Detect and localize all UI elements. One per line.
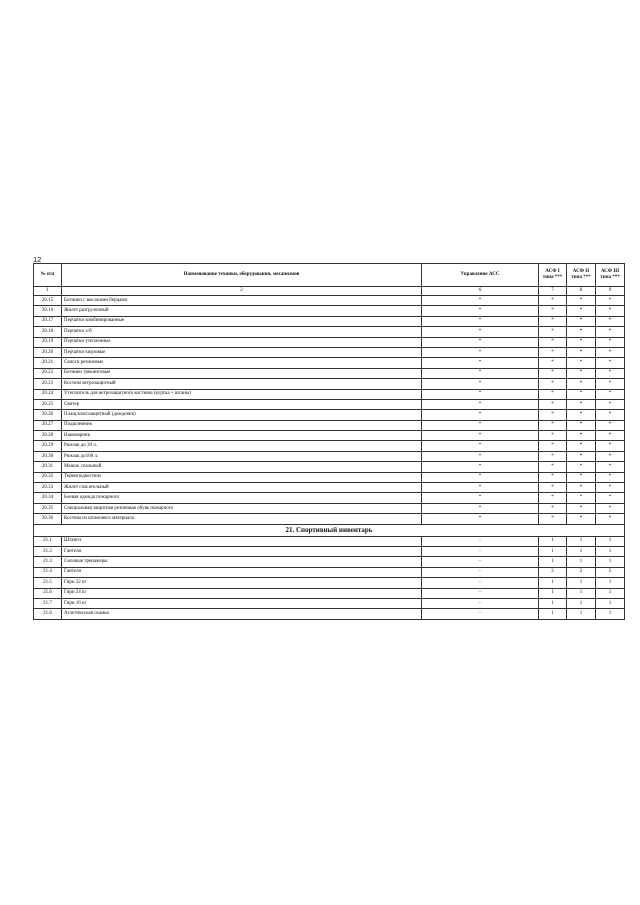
table-row	[34, 578, 625, 588]
table-row	[34, 347, 625, 357]
row-management: *	[422, 327, 539, 337]
row-asf1: 1	[539, 578, 567, 588]
row-asf1: *	[539, 327, 567, 337]
row-name: Ботинки трекинговые	[62, 368, 422, 378]
table-row	[34, 306, 625, 316]
row-asf2: *	[567, 514, 596, 524]
row-asf3: *	[596, 441, 625, 451]
row-asf3: *	[596, 368, 625, 378]
row-asf1: 1	[539, 557, 567, 567]
row-asf3: 1	[596, 598, 625, 608]
row-asf3: *	[596, 503, 625, 513]
row-number: 21.4	[34, 567, 62, 577]
row-asf2: 1	[567, 557, 596, 567]
row-number: 21.2	[34, 546, 62, 556]
row-asf3: *	[596, 327, 625, 337]
equipment-table	[33, 263, 625, 620]
table-row	[34, 567, 625, 577]
row-management: -	[422, 598, 539, 608]
row-name: Плащ влагозащитный (дождевик)	[62, 410, 422, 420]
row-management: *	[422, 399, 539, 409]
table-row	[34, 368, 625, 378]
row-number: 20.35	[34, 503, 62, 513]
row-asf2: *	[567, 296, 596, 306]
row-management: -	[422, 578, 539, 588]
row-number: 20.26	[34, 410, 62, 420]
row-management: *	[422, 472, 539, 482]
row-name: Сапоги резиновые	[62, 358, 422, 368]
row-asf2: 2	[567, 567, 596, 577]
row-asf1: *	[539, 316, 567, 326]
row-asf3: 1	[596, 557, 625, 567]
row-management: *	[422, 306, 539, 316]
table-row	[34, 546, 625, 556]
table-row	[34, 389, 625, 399]
table-row	[34, 462, 625, 472]
row-management: -	[422, 588, 539, 598]
row-management: *	[422, 441, 539, 451]
row-name: Рюкзак до 30 л.	[62, 441, 422, 451]
table-row	[34, 536, 625, 546]
row-number: 20.25	[34, 399, 62, 409]
row-name: Перчатки комбинированные	[62, 316, 422, 326]
row-management: *	[422, 451, 539, 461]
row-asf1: *	[539, 347, 567, 357]
row-management: *	[422, 316, 539, 326]
row-name: Перчатки кирзовые	[62, 347, 422, 357]
row-number: 20.20	[34, 347, 62, 357]
row-asf2: 1	[567, 536, 596, 546]
row-management: *	[422, 410, 539, 420]
header-num: № п/п	[34, 264, 62, 287]
row-number: 21.3	[34, 557, 62, 567]
row-number: 20.22	[34, 368, 62, 378]
row-management: *	[422, 493, 539, 503]
row-number: 20.19	[34, 337, 62, 347]
table-row	[34, 379, 625, 389]
table-row	[34, 420, 625, 430]
row-number: 21.7	[34, 598, 62, 608]
table-row	[34, 399, 625, 409]
row-number: 21.5	[34, 578, 62, 588]
table-row	[34, 327, 625, 337]
table-row	[34, 296, 625, 306]
row-asf3: *	[596, 358, 625, 368]
row-number: 20.31	[34, 462, 62, 472]
row-asf2: *	[567, 337, 596, 347]
row-asf1: *	[539, 493, 567, 503]
table-row	[34, 557, 625, 567]
row-asf1: *	[539, 368, 567, 378]
table-row	[34, 337, 625, 347]
row-number: 20.16	[34, 306, 62, 316]
table-row	[34, 451, 625, 461]
row-number: 20.18	[34, 327, 62, 337]
row-name: Атлетическая скамья	[62, 609, 422, 619]
row-name: Накомарник	[62, 431, 422, 441]
row-asf1: 2	[539, 567, 567, 577]
header-management: Управление АСС	[422, 264, 539, 287]
row-name: Костюм ветрозащитный	[62, 379, 422, 389]
row-name: Жилет разгрузочный	[62, 306, 422, 316]
row-name: Рюкзак до100 л.	[62, 451, 422, 461]
row-asf3: *	[596, 420, 625, 430]
row-number: 20.36	[34, 514, 62, 524]
row-name: Утеплитель для ветрозащитного костюма (куртка + штаны)	[62, 389, 422, 399]
row-name: Ботинки с высокими берцами	[62, 296, 422, 306]
row-asf2: *	[567, 358, 596, 368]
row-management: -	[422, 567, 539, 577]
row-number: 20.28	[34, 431, 62, 441]
row-name: Перчатки утепленные	[62, 337, 422, 347]
row-number: 20.15	[34, 296, 62, 306]
row-asf1: *	[539, 462, 567, 472]
table-row	[34, 431, 625, 441]
row-name: Мешок спальный	[62, 462, 422, 472]
row-asf1: *	[539, 514, 567, 524]
row-asf3: 1	[596, 588, 625, 598]
row-name: Специальная защитная резиновая обувь пожарного	[62, 503, 422, 513]
row-number: 21.6	[34, 588, 62, 598]
row-asf2: *	[567, 441, 596, 451]
column-number: 2	[62, 287, 422, 296]
row-asf2: 1	[567, 578, 596, 588]
row-asf1: *	[539, 337, 567, 347]
row-name: Свитер	[62, 399, 422, 409]
table-row	[34, 609, 625, 619]
row-asf1: *	[539, 410, 567, 420]
row-management: -	[422, 546, 539, 556]
row-asf1: *	[539, 358, 567, 368]
table-row	[34, 410, 625, 420]
row-management: -	[422, 536, 539, 546]
row-asf2: *	[567, 399, 596, 409]
section-row	[34, 524, 625, 536]
row-number: 21.8	[34, 609, 62, 619]
column-number: 1	[34, 287, 62, 296]
row-number: 20.30	[34, 451, 62, 461]
row-name: Гири 16 кг	[62, 598, 422, 608]
row-management: *	[422, 379, 539, 389]
row-number: 20.27	[34, 420, 62, 430]
row-asf3: 1	[596, 536, 625, 546]
row-asf3: 1	[596, 609, 625, 619]
row-asf1: *	[539, 441, 567, 451]
table-row	[34, 493, 625, 503]
row-asf3: *	[596, 472, 625, 482]
header-row	[34, 264, 625, 287]
row-name: Подшлемник	[62, 420, 422, 430]
row-management: *	[422, 296, 539, 306]
row-asf1: *	[539, 306, 567, 316]
row-management: *	[422, 462, 539, 472]
row-asf1: *	[539, 399, 567, 409]
row-name: Боевая одежда пожарного	[62, 493, 422, 503]
row-management: *	[422, 337, 539, 347]
row-name: Штанги	[62, 536, 422, 546]
row-asf2: *	[567, 316, 596, 326]
table-row	[34, 503, 625, 513]
row-asf3: *	[596, 296, 625, 306]
row-management: *	[422, 389, 539, 399]
row-asf2: *	[567, 368, 596, 378]
table-row	[34, 514, 625, 524]
row-management: *	[422, 347, 539, 357]
table-row	[34, 316, 625, 326]
row-asf3: *	[596, 389, 625, 399]
row-management: *	[422, 431, 539, 441]
row-name: Гири 24 кг	[62, 588, 422, 598]
row-management: -	[422, 557, 539, 567]
column-number: 6	[422, 287, 539, 296]
row-asf2: 1	[567, 609, 596, 619]
row-number: 21.1	[34, 536, 62, 546]
header-asf3: АСФ III типа ***	[596, 264, 625, 287]
row-number: 20.33	[34, 483, 62, 493]
row-asf2: *	[567, 451, 596, 461]
row-asf2: *	[567, 462, 596, 472]
row-asf1: *	[539, 379, 567, 389]
row-asf3: 1	[596, 578, 625, 588]
row-asf3: *	[596, 451, 625, 461]
table-row	[34, 441, 625, 451]
table-row	[34, 483, 625, 493]
row-asf2: *	[567, 503, 596, 513]
row-asf3: *	[596, 379, 625, 389]
header-name: Наименование техники, оборудования, механизмов	[62, 264, 422, 287]
row-name: Силовые тренажеры	[62, 557, 422, 567]
row-asf1: 1	[539, 609, 567, 619]
row-name: Перчатки х/б	[62, 327, 422, 337]
row-asf2: *	[567, 347, 596, 357]
row-asf3: *	[596, 316, 625, 326]
row-asf1: *	[539, 483, 567, 493]
row-asf1: 1	[539, 598, 567, 608]
column-number-row	[34, 287, 625, 296]
row-number: 20.24	[34, 389, 62, 399]
row-asf2: *	[567, 306, 596, 316]
table-row	[34, 472, 625, 482]
row-management: *	[422, 483, 539, 493]
row-name: Гантели	[62, 567, 422, 577]
row-number: 20.32	[34, 472, 62, 482]
row-asf3: *	[596, 462, 625, 472]
row-asf2: *	[567, 420, 596, 430]
row-asf3: *	[596, 399, 625, 409]
row-number: 20.34	[34, 493, 62, 503]
header-asf2: АСФ II типа ***	[567, 264, 596, 287]
page-number: 12	[33, 255, 42, 264]
table-row	[34, 358, 625, 368]
row-asf1: 1	[539, 546, 567, 556]
row-asf1: *	[539, 503, 567, 513]
row-asf2: *	[567, 410, 596, 420]
row-asf1: *	[539, 431, 567, 441]
row-asf1: *	[539, 451, 567, 461]
row-name: Термоподкостюм	[62, 472, 422, 482]
row-asf2: *	[567, 483, 596, 493]
row-asf3: *	[596, 337, 625, 347]
row-asf3: 1	[596, 546, 625, 556]
row-asf2: *	[567, 389, 596, 399]
row-asf2: *	[567, 327, 596, 337]
row-asf1: *	[539, 420, 567, 430]
row-asf3: 2	[596, 567, 625, 577]
row-asf2: *	[567, 379, 596, 389]
row-asf2: *	[567, 431, 596, 441]
row-asf1: *	[539, 296, 567, 306]
header-asf1: АСФ I типа ***	[539, 264, 567, 287]
row-management: -	[422, 609, 539, 619]
row-asf2: 1	[567, 546, 596, 556]
row-asf1: 1	[539, 588, 567, 598]
row-asf2: *	[567, 472, 596, 482]
row-asf1: *	[539, 389, 567, 399]
row-asf2: 1	[567, 588, 596, 598]
table-row	[34, 598, 625, 608]
row-asf3: *	[596, 483, 625, 493]
row-asf3: *	[596, 410, 625, 420]
row-management: *	[422, 358, 539, 368]
row-number: 20.17	[34, 316, 62, 326]
row-asf2: 1	[567, 598, 596, 608]
row-asf1: *	[539, 472, 567, 482]
column-number: 9	[596, 287, 625, 296]
row-asf3: *	[596, 306, 625, 316]
row-asf2: *	[567, 493, 596, 503]
column-number: 8	[567, 287, 596, 296]
row-management: *	[422, 368, 539, 378]
section-title: 21. Спортивный инвентарь	[34, 524, 625, 536]
row-asf3: *	[596, 493, 625, 503]
row-number: 20.23	[34, 379, 62, 389]
row-management: *	[422, 514, 539, 524]
row-asf3: *	[596, 431, 625, 441]
row-asf3: *	[596, 347, 625, 357]
row-management: *	[422, 420, 539, 430]
row-name: Гири 32 кг	[62, 578, 422, 588]
column-number: 7	[539, 287, 567, 296]
row-number: 20.21	[34, 358, 62, 368]
row-name: Гантели	[62, 546, 422, 556]
row-name: Жилет спасательный	[62, 483, 422, 493]
row-number: 20.29	[34, 441, 62, 451]
table-row	[34, 588, 625, 598]
row-management: *	[422, 503, 539, 513]
row-asf1: 1	[539, 536, 567, 546]
row-name: Костюм из штанового материала	[62, 514, 422, 524]
row-asf3: *	[596, 514, 625, 524]
